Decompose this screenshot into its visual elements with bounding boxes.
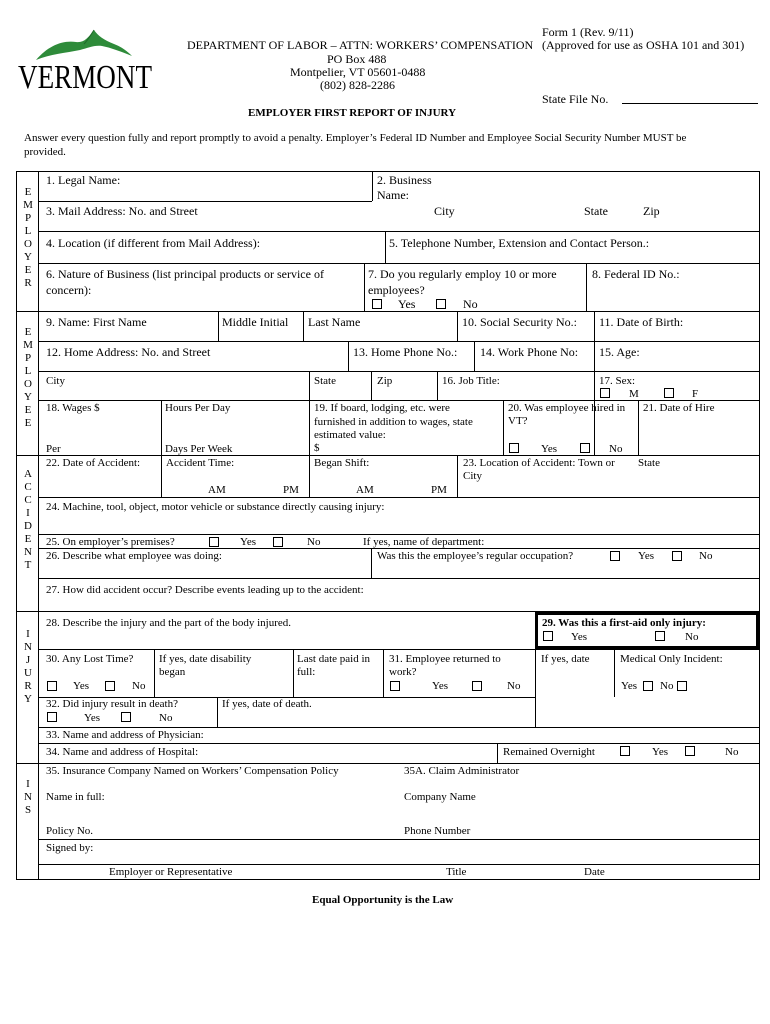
board-label-3: estimated value: bbox=[314, 429, 386, 441]
div-v bbox=[474, 341, 475, 371]
div-v bbox=[154, 649, 155, 697]
div-h bbox=[38, 341, 760, 342]
div-h bbox=[38, 201, 372, 202]
wages-per-label: Per bbox=[46, 443, 61, 455]
medical-yes-label: Yes bbox=[621, 680, 638, 692]
div-v bbox=[535, 649, 536, 697]
mail-address-label: 3. Mail Address: No. and Street bbox=[46, 204, 198, 218]
death-yes-label: Yes bbox=[84, 712, 101, 724]
div-v bbox=[303, 311, 304, 341]
days-per-week-label: Days Per Week bbox=[165, 443, 233, 455]
frame-bottom bbox=[16, 879, 760, 880]
div-v bbox=[638, 400, 639, 455]
div-v bbox=[371, 548, 372, 578]
lost-time-yes-checkbox[interactable] bbox=[47, 681, 57, 691]
div-h bbox=[38, 400, 760, 401]
section-divider bbox=[38, 171, 39, 879]
medical-yes-checkbox[interactable] bbox=[643, 681, 653, 691]
medical-no-label: No bbox=[660, 680, 674, 692]
location-label: 4. Location (if different from Mail Address): bbox=[46, 236, 261, 250]
hospital-label: 34. Name and address of Hospital: bbox=[46, 746, 199, 758]
vermont-logo bbox=[18, 26, 153, 96]
death-label: 32. Did injury result in death? bbox=[46, 698, 178, 710]
sex-f-label: F bbox=[692, 388, 699, 400]
business-name-label-2: Name: bbox=[377, 188, 409, 202]
div-v bbox=[161, 400, 162, 455]
name-full-label: Name in full: bbox=[46, 791, 105, 803]
date-hire-label: 21. Date of Hire bbox=[643, 402, 715, 414]
state-file-label: State File No. bbox=[542, 92, 609, 106]
section-ins: INS bbox=[22, 778, 34, 817]
lost-time-no-label: No bbox=[132, 680, 146, 692]
premises-yes-label: Yes bbox=[240, 536, 257, 548]
nature-business-label-2: concern): bbox=[46, 283, 92, 297]
regular-occupation-label: Was this the employee’s regular occupation? bbox=[377, 550, 574, 562]
hired-vt-label-2: VT? bbox=[508, 415, 528, 427]
first-aid-no-checkbox[interactable] bbox=[655, 631, 665, 641]
overnight-yes-label: Yes bbox=[652, 746, 669, 758]
div-v bbox=[385, 231, 386, 263]
death-no-checkbox[interactable] bbox=[121, 712, 131, 722]
machine-label: 24. Machine, tool, object, motor vehicle or substance directly causing injury: bbox=[46, 501, 385, 513]
div-h bbox=[38, 534, 760, 535]
dept-line-4: (802) 828-2286 bbox=[320, 78, 395, 92]
board-label-2: furnished in addition to wages, state bbox=[314, 416, 473, 428]
frame-left bbox=[16, 171, 17, 879]
medical-only-label: Medical Only Incident: bbox=[620, 653, 723, 665]
frame-right bbox=[759, 171, 760, 879]
div-v bbox=[437, 371, 438, 400]
div-v bbox=[503, 400, 504, 455]
employ-ten-no-checkbox[interactable] bbox=[436, 299, 446, 309]
telephone-label: 5. Telephone Number, Extension and Contact Person.: bbox=[389, 236, 650, 250]
work-phone-label: 14. Work Phone No: bbox=[480, 345, 579, 359]
div-v bbox=[218, 311, 219, 341]
last-paid-label: Last date paid in bbox=[297, 653, 371, 665]
disability-date-label: If yes, date disability bbox=[159, 653, 252, 665]
returned-no-label: No bbox=[507, 680, 521, 692]
first-aid-yes-checkbox[interactable] bbox=[543, 631, 553, 641]
div-h bbox=[38, 649, 760, 650]
overnight-no-label: No bbox=[725, 746, 739, 758]
hours-per-day-label: Hours Per Day bbox=[165, 402, 231, 414]
employ-ten-label-2: employees? bbox=[368, 283, 425, 297]
business-name-label: 2. Business bbox=[377, 173, 432, 187]
logo-text: VERMONT bbox=[18, 59, 153, 96]
premises-no-label: No bbox=[307, 536, 321, 548]
section-employee: EMPLOYEE bbox=[22, 326, 34, 430]
form-title: EMPLOYER FIRST REPORT OF INJURY bbox=[248, 107, 457, 119]
employee-name-label: 9. Name: First Name bbox=[46, 315, 147, 329]
hired-vt-yes-checkbox[interactable] bbox=[509, 443, 519, 453]
home-address-label: 12. Home Address: No. and Street bbox=[46, 345, 211, 359]
ssn-label: 10. Social Security No.: bbox=[462, 315, 577, 329]
last-paid-label-2: full: bbox=[297, 666, 316, 678]
div-v bbox=[364, 263, 365, 311]
federal-id-label: 8. Federal ID No.: bbox=[592, 267, 680, 281]
employer-state-label: State bbox=[584, 204, 608, 218]
death-no-label: No bbox=[159, 712, 173, 724]
div-h bbox=[38, 727, 760, 728]
div-v bbox=[348, 341, 349, 371]
regular-yes-checkbox[interactable] bbox=[610, 551, 620, 561]
dept-line-2: PO Box 488 bbox=[327, 52, 387, 66]
sex-m-checkbox[interactable] bbox=[600, 388, 610, 398]
premises-yes-checkbox[interactable] bbox=[209, 537, 219, 547]
sex-m-label: M bbox=[629, 388, 639, 400]
employee-zip-label: Zip bbox=[377, 375, 393, 387]
board-label-4: $ bbox=[314, 442, 320, 454]
hired-vt-no-label: No bbox=[609, 443, 623, 455]
premises-no-checkbox[interactable] bbox=[273, 537, 283, 547]
legal-name-label: 1. Legal Name: bbox=[46, 173, 121, 187]
policy-no-label: Policy No. bbox=[46, 825, 94, 837]
employer-rep-label: Employer or Representative bbox=[109, 866, 233, 878]
div-v bbox=[614, 649, 615, 697]
employ-ten-no-label: No bbox=[463, 297, 478, 311]
hired-vt-yes-label: Yes bbox=[541, 443, 558, 455]
nature-business-label: 6. Nature of Business (list principal products or service of bbox=[46, 267, 324, 281]
employ-ten-yes-label: Yes bbox=[398, 297, 416, 311]
death-yes-checkbox[interactable] bbox=[47, 712, 57, 722]
form-number: Form 1 (Rev. 9/11) bbox=[542, 25, 634, 39]
death-date-label: If yes, date of death. bbox=[222, 698, 312, 710]
div-v bbox=[383, 649, 384, 697]
hired-vt-no-checkbox[interactable] bbox=[580, 443, 590, 453]
employer-zip-label: Zip bbox=[643, 204, 660, 218]
last-name-label: Last Name bbox=[308, 315, 361, 329]
medical-no-checkbox[interactable] bbox=[677, 681, 687, 691]
signature-line bbox=[38, 864, 760, 865]
hired-vt-label: 20. Was employee hired in bbox=[508, 402, 626, 414]
first-aid-no-label: No bbox=[685, 631, 699, 643]
returned-work-label-2: work? bbox=[389, 666, 417, 678]
remained-overnight-label: Remained Overnight bbox=[503, 746, 595, 758]
employee-city-label: City bbox=[46, 375, 65, 387]
sex-label: 17. Sex: bbox=[599, 375, 636, 387]
middle-initial-label: Middle Initial bbox=[222, 315, 289, 329]
date-accident-label: 22. Date of Accident: bbox=[46, 457, 141, 469]
employer-city-label: City bbox=[434, 204, 455, 218]
physician-label: 33. Name and address of Physician: bbox=[46, 729, 204, 741]
shift-am-label: AM bbox=[356, 484, 374, 496]
home-phone-label: 13. Home Phone No.: bbox=[353, 345, 458, 359]
equal-opportunity-footer: Equal Opportunity is the Law bbox=[312, 894, 454, 906]
div-v bbox=[535, 697, 536, 727]
accident-am-label: AM bbox=[208, 484, 226, 496]
shift-pm-label: PM bbox=[431, 484, 447, 496]
div-v bbox=[293, 649, 294, 697]
sex-f-checkbox[interactable] bbox=[664, 388, 674, 398]
frame-top bbox=[16, 171, 760, 172]
employee-state-label: State bbox=[314, 375, 336, 387]
dept-line-1: DEPARTMENT OF LABOR – ATTN: WORKERS’ COMPENSATION bbox=[187, 38, 534, 52]
lost-time-no-checkbox[interactable] bbox=[105, 681, 115, 691]
div-v bbox=[309, 455, 310, 497]
accident-time-label: Accident Time: bbox=[166, 457, 235, 469]
insurance-company-label: 35. Insurance Company Named on Workers’ Compensation Policy bbox=[46, 765, 339, 777]
div-h bbox=[38, 497, 760, 498]
sep-ins bbox=[16, 763, 760, 764]
accident-pm-label: PM bbox=[283, 484, 299, 496]
div-h bbox=[38, 743, 760, 744]
phone-number-label: Phone Number bbox=[404, 825, 471, 837]
sep-employee bbox=[16, 311, 760, 312]
regular-no-checkbox[interactable] bbox=[672, 551, 682, 561]
div-h bbox=[38, 231, 760, 232]
mountain-logo-icon bbox=[18, 26, 153, 96]
dept-line-3: Montpelier, VT 05601-0488 bbox=[290, 65, 426, 79]
div-v bbox=[309, 371, 310, 455]
describe-injury-label: 28. Describe the injury and the part of the body injured. bbox=[46, 617, 291, 629]
section-injury: INJURY bbox=[22, 628, 34, 706]
instructions-1: Answer every question fully and report promptly to avoid a penalty. Employer’s Federal ID Number and Employee Social Security Number MUST be bbox=[24, 132, 687, 144]
div-h bbox=[38, 839, 760, 840]
age-label: 15. Age: bbox=[599, 345, 640, 359]
board-label-1: 19. If board, lodging, etc. were bbox=[314, 402, 450, 414]
job-title-label: 16. Job Title: bbox=[442, 375, 500, 387]
signature-title-label: Title bbox=[446, 866, 467, 878]
div-v bbox=[586, 263, 587, 311]
department-label: If yes, name of department: bbox=[363, 536, 485, 548]
location-accident-label: 23. Location of Accident: Town or bbox=[463, 457, 615, 469]
section-accident: ACCIDENT bbox=[22, 468, 34, 572]
div-v bbox=[371, 371, 372, 400]
returned-work-label: 31. Employee returned to bbox=[389, 653, 501, 665]
section-employer: EMPLOYER bbox=[22, 186, 34, 290]
first-aid-yes-label: Yes bbox=[571, 631, 588, 643]
div-v bbox=[457, 311, 458, 341]
disability-date-label-2: began bbox=[159, 666, 186, 678]
doing-label: 26. Describe what employee was doing: bbox=[46, 550, 222, 562]
div-h bbox=[38, 578, 760, 579]
returned-date-label: If yes, date bbox=[541, 653, 590, 665]
div-v bbox=[372, 171, 373, 201]
employ-ten-yes-checkbox[interactable] bbox=[372, 299, 382, 309]
state-file-line[interactable] bbox=[622, 103, 758, 104]
regular-yes-label: Yes bbox=[638, 550, 655, 562]
instructions-2: provided. bbox=[24, 146, 66, 158]
lost-time-yes-label: Yes bbox=[73, 680, 90, 692]
dob-label: 11. Date of Birth: bbox=[599, 315, 684, 329]
employ-ten-label: 7. Do you regularly employ 10 or more bbox=[368, 267, 557, 281]
location-state-label: State bbox=[638, 457, 660, 469]
regular-no-label: No bbox=[699, 550, 713, 562]
div-h bbox=[38, 263, 760, 264]
first-aid-label: 29. Was this a first-aid only injury: bbox=[542, 617, 706, 629]
began-shift-label: Began Shift: bbox=[314, 457, 370, 469]
returned-yes-checkbox[interactable] bbox=[390, 681, 400, 691]
location-accident-label-2: City bbox=[463, 470, 482, 482]
osha-approval: (Approved for use as OSHA 101 and 301) bbox=[542, 38, 745, 52]
div-v bbox=[217, 697, 218, 727]
returned-no-checkbox[interactable] bbox=[472, 681, 482, 691]
div-v bbox=[161, 455, 162, 497]
div-v bbox=[497, 743, 498, 763]
returned-yes-label: Yes bbox=[432, 680, 449, 692]
div-v bbox=[594, 311, 595, 455]
div-h bbox=[38, 371, 760, 372]
sep-accident bbox=[16, 455, 760, 456]
overnight-no-checkbox[interactable] bbox=[685, 746, 695, 756]
div-h bbox=[38, 548, 760, 549]
premises-label: 25. On employer’s premises? bbox=[46, 536, 175, 548]
how-occur-label: 27. How did accident occur? Describe events leading up to the accident: bbox=[46, 584, 364, 596]
div-v bbox=[457, 455, 458, 497]
signed-by-label: Signed by: bbox=[46, 842, 94, 854]
wages-label: 18. Wages $ bbox=[46, 402, 100, 414]
claim-admin-label: 35A. Claim Administrator bbox=[404, 765, 520, 777]
overnight-yes-checkbox[interactable] bbox=[620, 746, 630, 756]
signature-date-label: Date bbox=[584, 866, 605, 878]
lost-time-label: 30. Any Lost Time? bbox=[46, 653, 134, 665]
company-name-label: Company Name bbox=[404, 791, 476, 803]
